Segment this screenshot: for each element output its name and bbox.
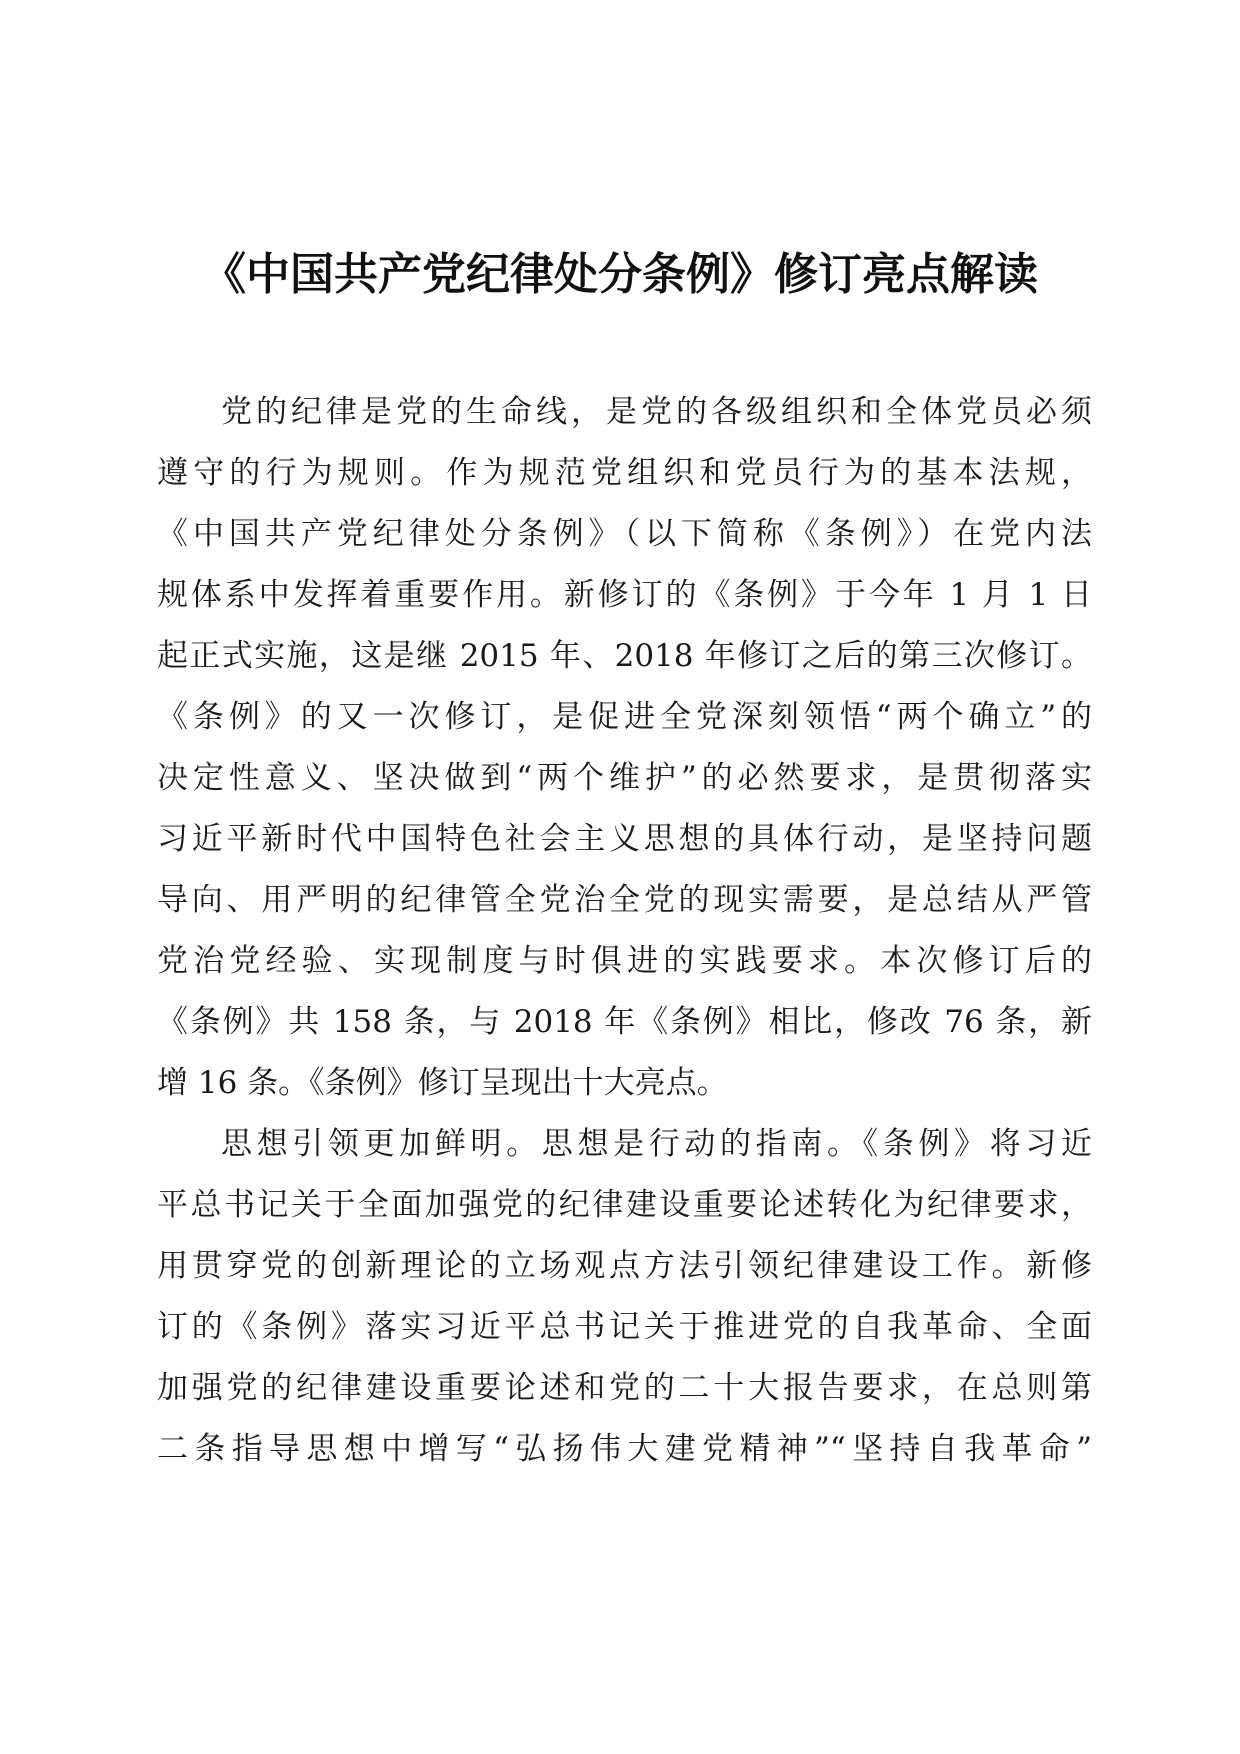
text-line: 《中国共产党纪律处分条例》（以下简称《条例》）在党内法 [157,516,1092,552]
document-body [157,382,1092,1480]
text-line: 订的《条例》落实习近平总书记关于推进党的自我革命、全面 [157,1309,1092,1345]
paragraph-1 [157,382,1092,1114]
text-line: 规体系中发挥着重要作用。新修订的《条例》于今年 1 月 1 日 [157,577,1092,613]
text-line: 增 16 条。《条例》修订呈现出十大亮点。 [157,1065,728,1101]
text-line: 加强党的纪律建设重要论述和党的二十大报告要求，在总则第 [157,1370,1092,1406]
text-line: 思想引领更加鲜明。思想是行动的指南。《条例》将习近 [221,1126,1092,1162]
text-line: 《条例》的又一次修订，是促进全党深刻领悟“两个确立”的 [157,699,1092,735]
paragraph-2 [157,1114,1092,1480]
document-title: 《中国共产党纪律处分条例》修订亮点解读 [202,249,1038,300]
text-line: 二条指导思想中增写“弘扬伟大建党精神”“坚持自我革命” [157,1431,1092,1467]
text-line: 遵守的行为规则。作为规范党组织和党员行为的基本法规， [157,455,1092,491]
text-line: 决定性意义、坚决做到“两个维护”的必然要求，是贯彻落实 [157,760,1092,796]
text-line: 起正式实施，这是继 2015 年、2018 年修订之后的第三次修订。 [157,638,1092,674]
text-line: 平总书记关于全面加强党的纪律建设重要论述转化为纪律要求， [157,1187,1092,1223]
text-line: 导向、用严明的纪律管全党治全党的现实需要，是总结从严管 [157,882,1092,918]
text-line: 党治党经验、实现制度与时俱进的实践要求。本次修订后的 [157,943,1092,979]
text-line: 用贯穿党的创新理论的立场观点方法引领纪律建设工作。新修 [157,1248,1092,1284]
text-line: 《条例》共 158 条，与 2018 年《条例》相比，修改 76 条，新 [157,1004,1092,1040]
text-line: 习近平新时代中国特色社会主义思想的具体行动，是坚持问题 [157,821,1092,857]
text-line: 党的纪律是党的生命线，是党的各级组织和全体党员必须 [221,394,1092,430]
